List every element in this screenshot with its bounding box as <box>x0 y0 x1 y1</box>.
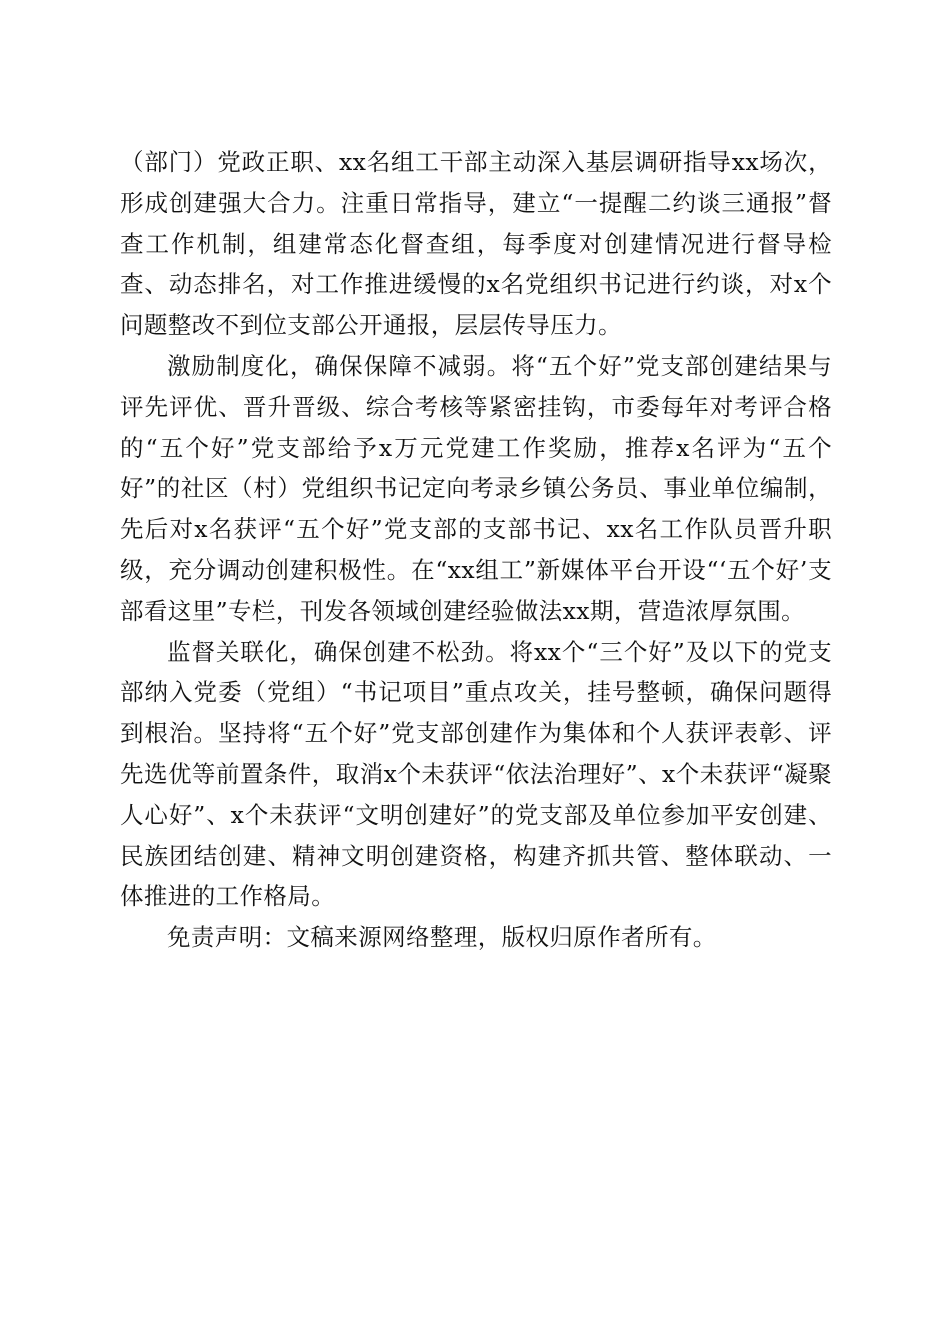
paragraph-incentive: 激励制度化，确保保障不减弱。将“五个好”党支部创建结果与评先评优、晋升晋级、综合考核等紧密挂钩，市委每年对考评合格的“五个好”党支部给予x万元党建工作奖励，推荐x名评为“五个好”的社区（村）党组织书记定向考录乡镇公务员、事业单位编制，先后对x名获评“五个好”党支部的支部书记、xx名工作队员晋升职级，充分调动创建积极性。在“xx组工”新媒体平台开设“‘五个好’支部看这里”专栏，刊发各领域创建经验做法xx期，营造浓厚氛围。 <box>120 351 832 625</box>
paragraph-supervision: 监督关联化，确保创建不松劲。将xx个“三个好”及以下的党支部纳入党委（党组）“书记项目”重点攻关，挂号整顿，确保问题得到根治。坚持将“五个好”党支部创建作为集体和个人获评表彰、评先选优等前置条件，取消x个未获评“依法治理好”、x个未获评“凝聚人心好”、x个未获评“文明创建好”的党支部及单位参加平安创建、民族团结创建、精神文明创建资格，构建齐抓共管、整体联动、一体推进的工作格局。 <box>120 637 832 911</box>
document-body <box>120 142 832 958</box>
paragraph-continuation: （部门）党政正职、xx名组工干部主动深入基层调研指导xx场次，形成创建强大合力。注重日常指导，建立“一提醒二约谈三通报”督查工作机制，组建常态化督查组，每季度对创建情况进行督导检查、动态排名，对工作推进缓慢的x名党组织书记进行约谈，对x个问题整改不到位支部公开通报，层层传导压力。 <box>120 148 832 340</box>
disclaimer: 免责声明：文稿来源网络整理，版权归原作者所有。 <box>167 923 717 952</box>
